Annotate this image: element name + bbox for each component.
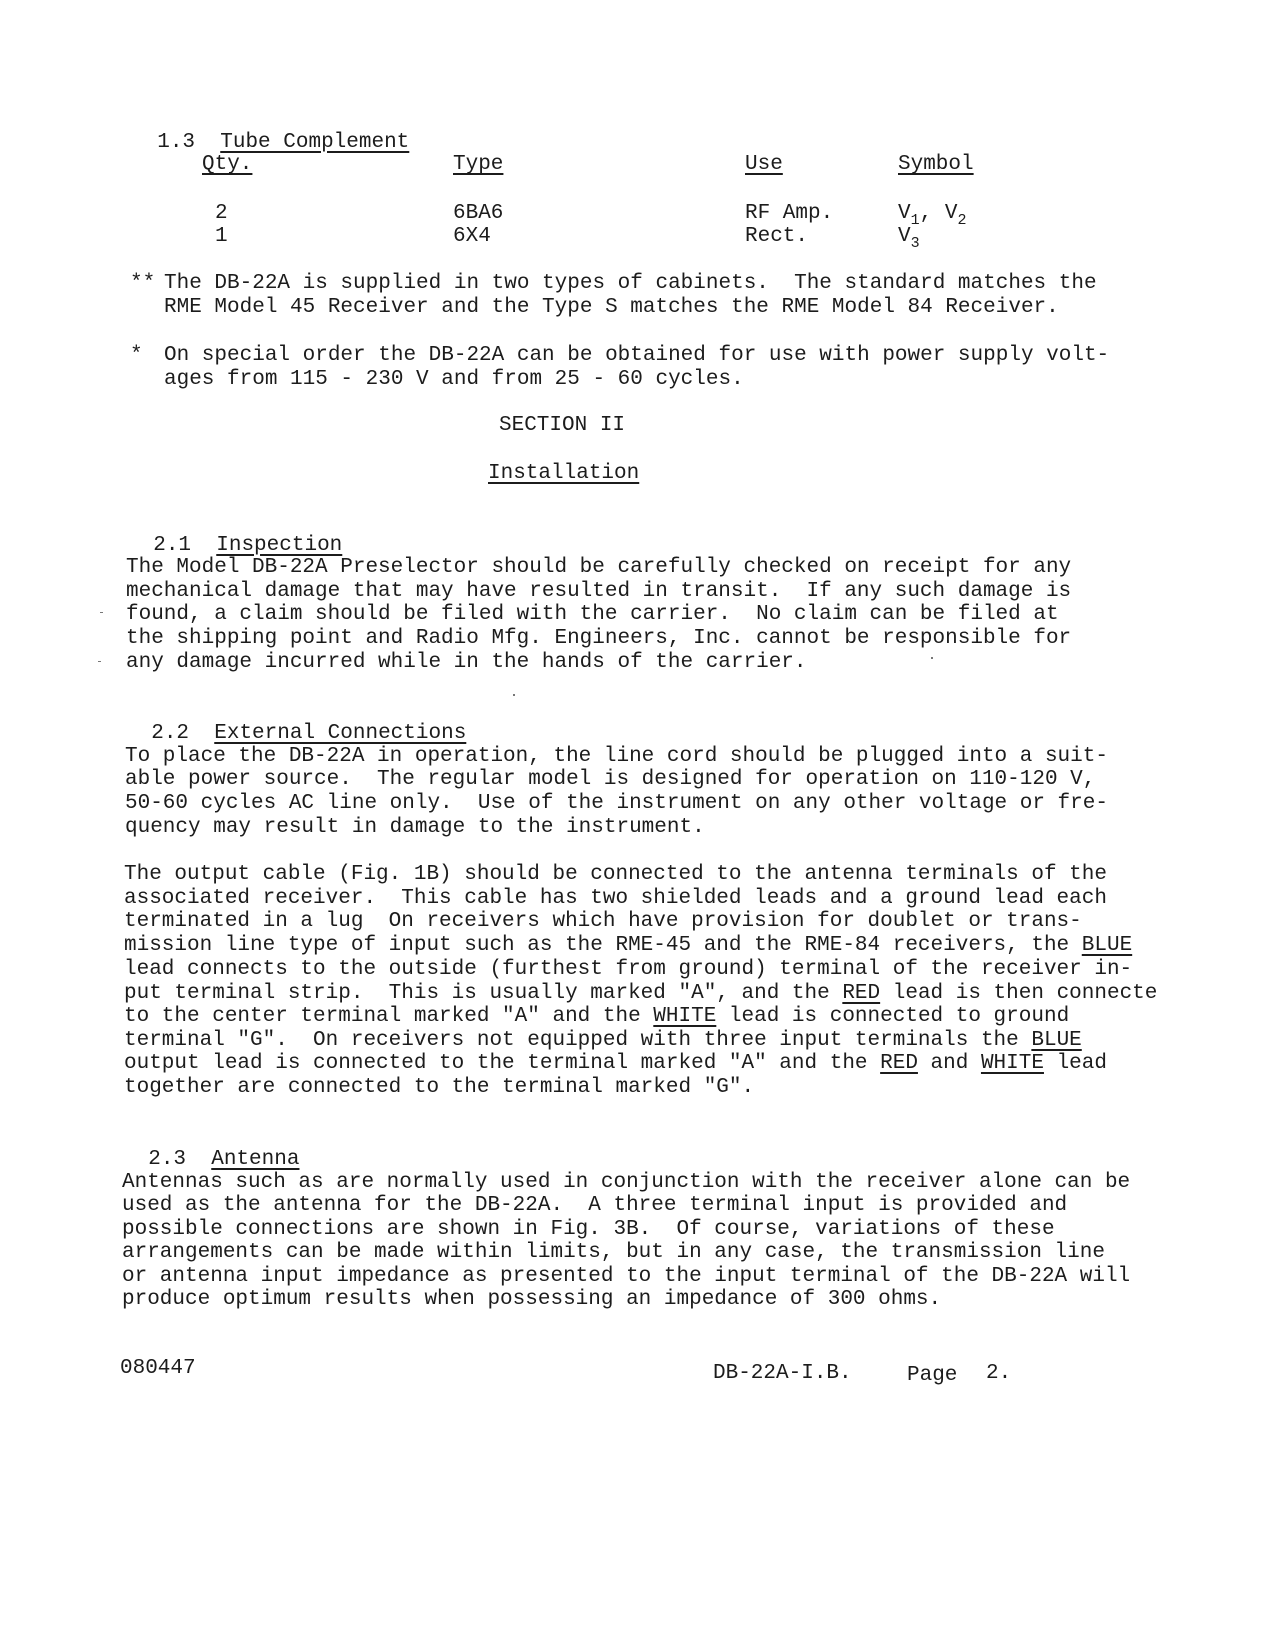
lead-white-2: WHITE bbox=[980, 1052, 1044, 1075]
inspection-line-5: any damage incurred while in the hands of the carrier. bbox=[126, 651, 807, 674]
row1-type: 6BA6 bbox=[453, 202, 504, 225]
inspection-line-2: mechanical damage that may have resulted in transit. If any such damage is bbox=[126, 580, 1072, 603]
conn-p2-line-10: together are connected to the terminal marked "G". bbox=[124, 1076, 755, 1099]
conn-p2-line-3: terminated in a lug On receivers which have provision for doublet or trans- bbox=[124, 910, 1082, 933]
scan-speck bbox=[513, 694, 515, 696]
conn-p1-line-4: quency may result in damage to the instrument. bbox=[125, 816, 705, 839]
section-2-title: Installation bbox=[488, 462, 640, 485]
section-2-label: SECTION II bbox=[499, 414, 626, 437]
section-1-3-heading bbox=[132, 106, 409, 155]
footer-code: 080447 bbox=[120, 1357, 196, 1380]
antenna-line-5: or antenna input impedance as presented to the input terminal of the DB-22A will bbox=[122, 1265, 1131, 1288]
row2-type: 6X4 bbox=[453, 225, 491, 248]
conn-p2-line-2: associated receiver. This cable has two shielded leads and a ground lead each bbox=[124, 887, 1107, 910]
conn-p2-line-1: The output cable (Fig. 1B) should be connected to the antenna terminals of the bbox=[124, 863, 1107, 886]
row2-use: Rect. bbox=[745, 225, 809, 248]
scan-speck bbox=[931, 657, 933, 659]
col-header-qty: Qty. bbox=[202, 153, 253, 176]
section-2-2-heading bbox=[126, 697, 466, 746]
antenna-line-6: produce optimum results when possessing an impedance of 300 ohms. bbox=[122, 1288, 942, 1311]
col-header-use: Use bbox=[745, 153, 783, 176]
section-title: Tube Complement bbox=[220, 130, 410, 154]
inspection-line-4: the shipping point and Radio Mfg. Engineers, Inc. cannot be responsible for bbox=[126, 627, 1072, 650]
section-number: 1.3 bbox=[157, 130, 196, 154]
row1-qty: 2 bbox=[215, 202, 228, 225]
inspection-line-1: The Model DB-22A Preselector should be carefully checked on receipt for any bbox=[126, 556, 1072, 579]
section-2-1-heading bbox=[128, 509, 342, 558]
lead-red: RED bbox=[842, 982, 881, 1005]
note-double-marker: ** bbox=[130, 272, 156, 295]
section-2-3-heading bbox=[123, 1123, 299, 1172]
conn-p2-line-9: output lead is connected to the terminal marked "A" and the RED and WHITE lead bbox=[124, 1052, 1107, 1075]
row1-use: RF Amp. bbox=[745, 202, 834, 225]
footer-page-label: Page bbox=[907, 1364, 958, 1387]
row2-symbol: $V_3$ bbox=[898, 225, 920, 252]
note-double-line-1: The DB-22A is supplied in two types of cabinets. The standard matches the bbox=[164, 272, 1097, 295]
conn-p1-line-1: To place the DB-22A in operation, the line cord should be plugged into a suit- bbox=[125, 745, 1108, 768]
conn-p1-line-2: able power source. The regular model is designed for operation on 110-120 V, bbox=[125, 768, 1096, 791]
section-number: 2.1 bbox=[153, 533, 192, 557]
scan-speck bbox=[98, 661, 101, 662]
row2-qty: 1 bbox=[215, 225, 228, 248]
antenna-line-4: arrangements can be made within limits, but in any case, the transmission line bbox=[122, 1241, 1105, 1264]
conn-p2-line-6: put terminal strip. This is usually marked "A", and the RED lead is then connecte bbox=[124, 982, 1158, 1005]
footer-page-number: 2. bbox=[986, 1362, 1012, 1385]
antenna-line-3: possible connections are shown in Fig. 3B. Of course, variations of these bbox=[122, 1218, 1055, 1241]
conn-p2-line-4: mission line type of input such as the RME-45 and the RME-84 receivers, the BLUE bbox=[124, 934, 1133, 957]
conn-p2-line-8: terminal "G". On receivers not equipped with three input terminals the BLUE bbox=[124, 1029, 1082, 1052]
section-title: External Connections bbox=[214, 721, 467, 745]
col-header-symbol: Symbol bbox=[898, 153, 974, 176]
note-double-line-2: RME Model 45 Receiver and the Type S matches the RME Model 84 Receiver. bbox=[164, 296, 1059, 319]
note-single-marker: * bbox=[130, 344, 143, 367]
scan-speck bbox=[100, 612, 103, 613]
lead-blue: BLUE bbox=[1081, 934, 1133, 957]
antenna-line-1: Antennas such as are normally used in conjunction with the receiver alone can be bbox=[122, 1171, 1131, 1194]
conn-p2-line-5: lead connects to the outside (furthest from ground) terminal of the receiver in- bbox=[124, 958, 1133, 981]
section-title: Antenna bbox=[211, 1147, 300, 1171]
conn-p2-line-7: to the center terminal marked "A" and the WHITE lead is connected to ground bbox=[124, 1005, 1070, 1028]
inspection-line-3: found, a claim should be filed with the carrier. No claim can be filed at bbox=[126, 603, 1059, 626]
lead-white: WHITE bbox=[653, 1005, 717, 1028]
conn-p1-line-3: 50-60 cycles AC line only. Use of the instrument on any other voltage or fre- bbox=[125, 792, 1108, 815]
lead-blue-2: BLUE bbox=[1031, 1029, 1082, 1052]
lead-red-2: RED bbox=[880, 1052, 918, 1075]
note-single-line-2: ages from 115 - 230 V and from 25 - 60 cycles. bbox=[164, 368, 744, 391]
section-title: Inspection bbox=[216, 533, 343, 557]
note-single-line-1: On special order the DB-22A can be obtained for use with power supply volt- bbox=[164, 344, 1110, 367]
row1-symbol: $V_1$, $V_2$ bbox=[898, 202, 967, 229]
antenna-line-2: used as the antenna for the DB-22A. A three terminal input is provided and bbox=[122, 1194, 1068, 1217]
section-number: 2.2 bbox=[151, 721, 190, 745]
footer-doc-id: DB-22A-I.B. bbox=[713, 1362, 852, 1385]
col-header-type: Type bbox=[453, 153, 504, 176]
section-number: 2.3 bbox=[148, 1147, 187, 1171]
